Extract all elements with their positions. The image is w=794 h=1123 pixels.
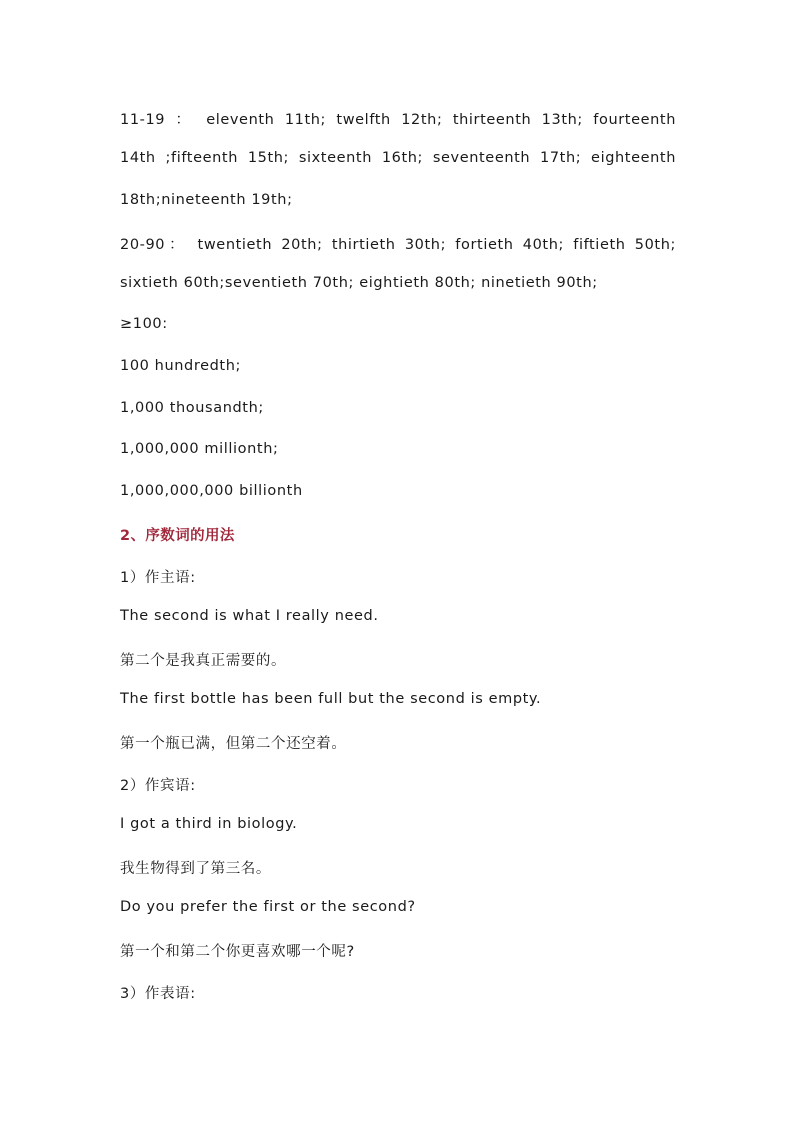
ordinal-100-label: ≥100:: [120, 316, 168, 332]
subsection-predicative: 3）作表语:: [120, 986, 196, 1002]
ordinal-11-19-line-3: 18th;nineteenth 19th;: [120, 192, 293, 208]
example-chinese-1: 第二个是我真正需要的。: [120, 653, 287, 669]
example-chinese-3: 我生物得到了第三名。: [120, 861, 271, 877]
section-heading: 2、序数词的用法: [120, 528, 235, 544]
example-english-4: Do you prefer the first or the second?: [120, 899, 416, 915]
ordinal-11-19-line-2: 14th ;fifteenth 15th; sixteenth 16th; seventeenth 17th; eighteenth: [120, 150, 676, 166]
ordinal-thousandth: 1,000 thousandth;: [120, 400, 264, 416]
example-chinese-4: 第一个和第二个你更喜欢哪一个呢?: [120, 944, 355, 960]
ordinal-millionth: 1,000,000 millionth;: [120, 441, 279, 457]
ordinal-hundredth: 100 hundredth;: [120, 358, 241, 374]
ordinal-20-90-line-2: sixtieth 60th;seventieth 70th; eightieth 80th; ninetieth 90th;: [120, 275, 598, 291]
ordinal-11-19-line-1: 11-19 ： eleventh 11th; twelfth 12th; thirteenth 13th; fourteenth: [120, 112, 676, 128]
example-english-3: I got a third in biology.: [120, 816, 298, 832]
ordinal-20-90-line-1: 20-90： twentieth 20th; thirtieth 30th; fortieth 40th; fiftieth 50th;: [120, 237, 676, 253]
example-english-1: The second is what I really need.: [120, 608, 379, 624]
subsection-object: 2）作宾语:: [120, 778, 196, 794]
example-chinese-2: 第一个瓶已满，但第二个还空着。: [120, 736, 347, 752]
subsection-subject: 1）作主语:: [120, 570, 196, 586]
example-english-2: The first bottle has been full but the second is empty.: [120, 691, 542, 707]
ordinal-billionth: 1,000,000,000 billionth: [120, 483, 303, 499]
